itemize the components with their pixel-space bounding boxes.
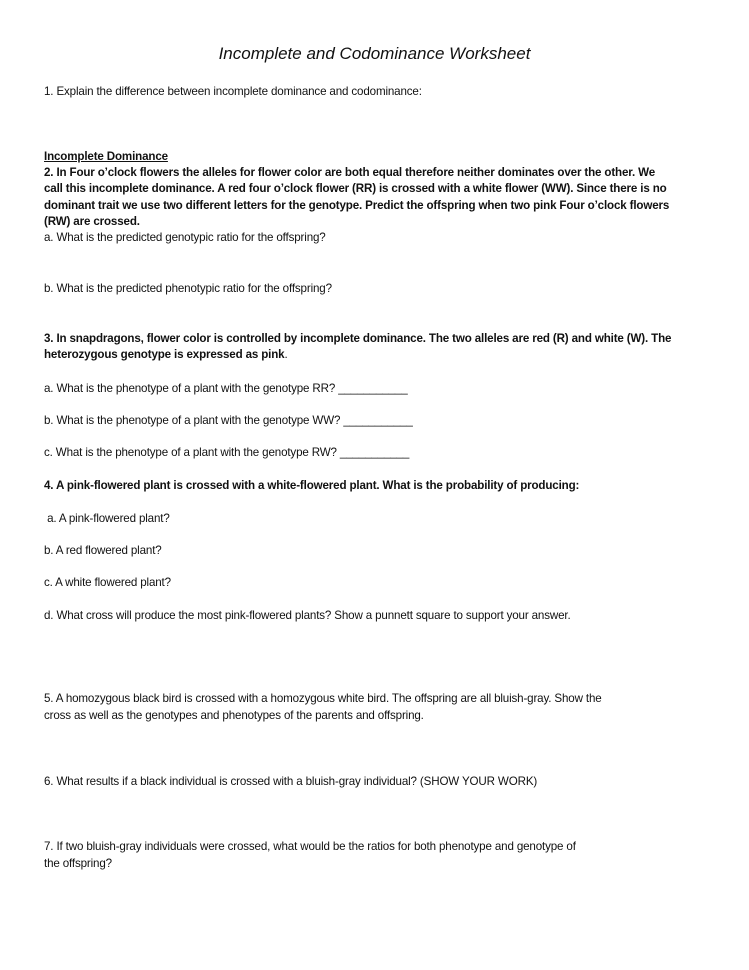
question-3-text: heterozygous genotype is expressed as pink [44, 348, 285, 361]
question-5-line: cross as well as the genotypes and phenotypes of the parents and offspring. [44, 709, 424, 722]
question-4d: d. What cross will produce the most pink-flowered plants? Show a punnett square to support your answer. [44, 609, 571, 622]
question-6: 6. What results if a black individual is crossed with a bluish-gray individual? (SHOW YOUR WORK) [44, 775, 538, 788]
question-3a: a. What is the phenotype of a plant with the genotype RR? ___________ [44, 382, 408, 395]
period: . [284, 348, 288, 361]
question-1: 1. Explain the difference between incomplete dominance and codominance: [44, 85, 422, 98]
question-2a: a. What is the predicted genotypic ratio for the offspring? [44, 231, 326, 244]
question-4c: c. A white flowered plant? [44, 576, 171, 589]
question-7-line: 7. If two bluish-gray individuals were crossed, what would be the ratios for both phenotype and genotype of [44, 840, 576, 853]
section-heading: Incomplete Dominance [44, 150, 168, 163]
question-3c: c. What is the phenotype of a plant with the genotype RW? ___________ [44, 446, 410, 459]
question-4b: b. A red flowered plant? [44, 544, 162, 557]
question-2-line: call this incomplete dominance. A red four o’clock flower (RR) is crossed with a white flower (WW). Since there is no [44, 182, 667, 195]
question-2-line: 2. In Four o’clock flowers the alleles for flower color are both equal therefore neither dominates over the other. We [44, 166, 656, 179]
question-4: 4. A pink-flowered plant is crossed with a white-flowered plant. What is the probability of producing: [44, 479, 580, 492]
question-3b: b. What is the phenotype of a plant with the genotype WW? ___________ [44, 414, 413, 427]
question-3-line [44, 347, 288, 363]
question-7-line: the offspring? [44, 857, 112, 870]
question-2-line: dominant trait we use two different letters for the genotype. Predict the offspring when two pink Four o’clock flowers [44, 199, 670, 212]
question-2-line: (RW) are crossed. [44, 215, 140, 228]
question-5-line: 5. A homozygous black bird is crossed with a homozygous white bird. The offspring are all bluish-gray. Show the [44, 692, 602, 705]
question-4a: a. A pink-flowered plant? [44, 512, 170, 525]
question-3-line: 3. In snapdragons, flower color is controlled by incomplete dominance. The two alleles are red (R) and white (W). The [44, 332, 672, 345]
question-2b: b. What is the predicted phenotypic ratio for the offspring? [44, 282, 332, 295]
page-title: Incomplete and Codominance Worksheet [218, 44, 531, 63]
